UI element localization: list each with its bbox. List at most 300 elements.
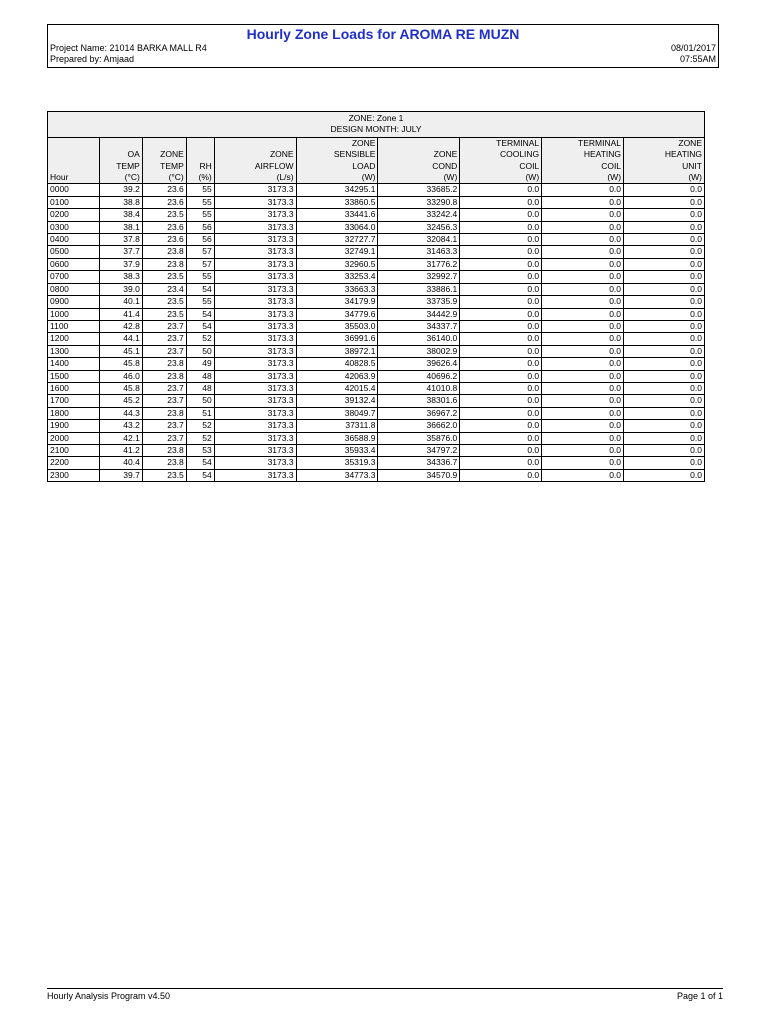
table-cell: 0700: [48, 271, 100, 283]
table-cell: 23.5: [142, 296, 186, 308]
table-cell: 32992.7: [378, 271, 460, 283]
table-cell: 35933.4: [296, 444, 378, 456]
table-cell: 33253.4: [296, 271, 378, 283]
table-cell: 0.0: [542, 358, 624, 370]
table-row: [48, 358, 705, 370]
table-cell: 37311.8: [296, 420, 378, 432]
table-cell: 0800: [48, 283, 100, 295]
zone-name: ZONE: Zone 1: [348, 113, 404, 123]
table-cell: 1500: [48, 370, 100, 382]
hourly-loads-table: [47, 111, 705, 482]
table-cell: 0.0: [460, 209, 542, 221]
column-header-line: RH: [199, 160, 212, 171]
table-cell: 3173.3: [214, 209, 296, 221]
table-cell: 31463.3: [378, 246, 460, 258]
table-cell: 0.0: [624, 457, 705, 469]
column-header-line: (W): [688, 172, 702, 183]
column-header: [542, 137, 624, 184]
table-cell: 23.6: [142, 234, 186, 246]
table-cell: 1600: [48, 382, 100, 394]
table-cell: 0.0: [624, 258, 705, 270]
table-cell: 0.0: [624, 271, 705, 283]
table-cell: 33663.3: [296, 283, 378, 295]
table-cell: 34442.9: [378, 308, 460, 320]
table-cell: 23.8: [142, 246, 186, 258]
table-cell: 23.7: [142, 333, 186, 345]
table-cell: 55: [186, 271, 214, 283]
table-cell: 0.0: [624, 420, 705, 432]
table-cell: 0.0: [460, 345, 542, 357]
table-cell: 3173.3: [214, 221, 296, 233]
table-cell: 36140.0: [378, 333, 460, 345]
prepared-by: Prepared by: Amjaad: [50, 54, 135, 64]
column-header-line: Hour: [50, 172, 69, 183]
table-cell: 23.6: [142, 196, 186, 208]
table-cell: 39.0: [99, 283, 142, 295]
table-cell: 1900: [48, 420, 100, 432]
report-meta-right: [671, 43, 716, 65]
table-cell: 33290.8: [378, 196, 460, 208]
table-cell: 0.0: [460, 457, 542, 469]
column-header: [214, 137, 296, 184]
column-header-line: TERMINAL: [496, 137, 540, 148]
table-cell: 34797.2: [378, 444, 460, 456]
table-cell: 0.0: [542, 382, 624, 394]
table-cell: 0.0: [542, 407, 624, 419]
table-cell: 35876.0: [378, 432, 460, 444]
table-cell: 23.7: [142, 382, 186, 394]
table-cell: 0.0: [542, 184, 624, 196]
table-cell: 0.0: [624, 358, 705, 370]
table-row: [48, 258, 705, 270]
column-header-line: [217, 138, 294, 149]
table-row: [48, 283, 705, 295]
table-cell: 0900: [48, 296, 100, 308]
table-cell: 37.9: [99, 258, 142, 270]
table-cell: 0.0: [542, 345, 624, 357]
table-cell: 42063.9: [296, 370, 378, 382]
table-cell: 37.7: [99, 246, 142, 258]
column-header-line: COND: [432, 160, 458, 171]
table-cell: 3173.3: [214, 469, 296, 481]
table-cell: 3173.3: [214, 444, 296, 456]
column-header-line: (W): [361, 172, 376, 183]
table-row: [48, 457, 705, 469]
report-time: 07:55AM: [679, 54, 716, 64]
table-cell: 34179.9: [296, 296, 378, 308]
table-cell: 39.2: [99, 184, 142, 196]
design-month: DESIGN MONTH: JULY: [330, 124, 422, 135]
table-cell: 37.8: [99, 234, 142, 246]
table-cell: 39132.4: [296, 395, 378, 407]
table-row: [48, 345, 705, 357]
table-row: [48, 196, 705, 208]
table-cell: 38972.1: [296, 345, 378, 357]
column-header-line: TEMP: [160, 160, 184, 171]
table-cell: 36662.0: [378, 420, 460, 432]
column-header-line: ZONE: [351, 137, 376, 148]
column-header-row: [48, 137, 705, 184]
table-cell: 23.8: [142, 407, 186, 419]
table-cell: 42.1: [99, 432, 142, 444]
table-cell: 33860.5: [296, 196, 378, 208]
table-cell: 33441.6: [296, 209, 378, 221]
table-cell: 23.7: [142, 345, 186, 357]
table-cell: 48: [186, 382, 214, 394]
table-cell: 0.0: [460, 432, 542, 444]
column-header-line: COIL: [519, 160, 540, 171]
table-row: [48, 209, 705, 221]
table-cell: 41.2: [99, 444, 142, 456]
table-cell: 0400: [48, 234, 100, 246]
table-cell: 3173.3: [214, 457, 296, 469]
table-row: [48, 320, 705, 332]
table-cell: 45.8: [99, 382, 142, 394]
column-header-line: OA: [127, 149, 140, 160]
column-header-line: (L/s): [276, 172, 294, 183]
table-cell: 44.3: [99, 407, 142, 419]
table-cell: 2300: [48, 469, 100, 481]
table-cell: 2100: [48, 444, 100, 456]
column-header-line: (W): [443, 172, 458, 183]
table-cell: 34570.9: [378, 469, 460, 481]
table-cell: 0.0: [624, 246, 705, 258]
table-row: [48, 407, 705, 419]
table-cell: 35503.0: [296, 320, 378, 332]
table-cell: 52: [186, 432, 214, 444]
table-cell: 0.0: [624, 345, 705, 357]
table-cell: 0.0: [460, 246, 542, 258]
column-header-line: (W): [525, 172, 540, 183]
table-cell: 44.1: [99, 333, 142, 345]
table-row: [48, 469, 705, 481]
table-row: [48, 221, 705, 233]
table-cell: 45.8: [99, 358, 142, 370]
table-cell: 33242.4: [378, 209, 460, 221]
column-header: [48, 137, 100, 184]
table-cell: 0.0: [460, 370, 542, 382]
column-header-line: [189, 138, 212, 149]
table-cell: 0.0: [624, 382, 705, 394]
column-header-line: LOAD: [352, 160, 376, 171]
table-cell: 0.0: [624, 469, 705, 481]
table-cell: 50: [186, 395, 214, 407]
table-cell: 23.7: [142, 432, 186, 444]
table-cell: 45.2: [99, 395, 142, 407]
table-cell: 0.0: [542, 234, 624, 246]
table-row: [48, 184, 705, 196]
table-cell: 23.8: [142, 457, 186, 469]
table-cell: 1200: [48, 333, 100, 345]
table-cell: 0.0: [542, 432, 624, 444]
table-cell: 0.0: [624, 184, 705, 196]
table-cell: 32749.1: [296, 246, 378, 258]
table-cell: 23.6: [142, 221, 186, 233]
table-cell: 38301.6: [378, 395, 460, 407]
table-cell: 36967.2: [378, 407, 460, 419]
table-cell: 1800: [48, 407, 100, 419]
table-cell: 3173.3: [214, 320, 296, 332]
table-cell: 0.0: [460, 444, 542, 456]
column-header-line: HEATING: [664, 149, 702, 160]
table-cell: 54: [186, 320, 214, 332]
table-cell: 55: [186, 196, 214, 208]
column-header-line: [145, 138, 184, 149]
report-header: [47, 24, 719, 68]
table-cell: 0.0: [460, 283, 542, 295]
table-cell: 0.0: [542, 457, 624, 469]
table-cell: 1400: [48, 358, 100, 370]
column-header-line: ZONE: [269, 149, 294, 160]
table-cell: 43.2: [99, 420, 142, 432]
table-cell: 0.0: [460, 420, 542, 432]
table-cell: 2200: [48, 457, 100, 469]
table-cell: 23.4: [142, 283, 186, 295]
table-cell: 0600: [48, 258, 100, 270]
table-cell: 54: [186, 283, 214, 295]
table-cell: 3173.3: [214, 395, 296, 407]
table-cell: 42.8: [99, 320, 142, 332]
table-cell: 0.0: [542, 395, 624, 407]
table-cell: 3173.3: [214, 308, 296, 320]
table-cell: 36588.9: [296, 432, 378, 444]
table-cell: 0.0: [624, 444, 705, 456]
table-cell: 0.0: [542, 221, 624, 233]
table-cell: 34295.1: [296, 184, 378, 196]
table-row: [48, 395, 705, 407]
table-cell: 3173.3: [214, 246, 296, 258]
table-cell: 23.5: [142, 209, 186, 221]
table-cell: 0.0: [542, 320, 624, 332]
table-cell: 0.0: [624, 432, 705, 444]
table-cell: 0.0: [624, 296, 705, 308]
table-row: [48, 246, 705, 258]
table-cell: 0.0: [624, 370, 705, 382]
table-cell: 23.6: [142, 184, 186, 196]
table-cell: 3173.3: [214, 271, 296, 283]
table-cell: 3173.3: [214, 196, 296, 208]
table-cell: 3173.3: [214, 382, 296, 394]
column-header-line: COOLING: [499, 149, 540, 160]
table-cell: 1000: [48, 308, 100, 320]
table-cell: 34336.7: [378, 457, 460, 469]
table-cell: 56: [186, 234, 214, 246]
table-cell: 23.7: [142, 320, 186, 332]
table-cell: 33064.0: [296, 221, 378, 233]
column-header: [378, 137, 460, 184]
table-cell: 41.4: [99, 308, 142, 320]
table-cell: 0.0: [460, 395, 542, 407]
column-header-line: (°C): [124, 172, 140, 183]
table-cell: 0.0: [624, 407, 705, 419]
table-cell: 0.0: [460, 234, 542, 246]
table-cell: 40828.5: [296, 358, 378, 370]
table-cell: 23.8: [142, 444, 186, 456]
table-cell: 0.0: [460, 196, 542, 208]
table-cell: 3173.3: [214, 345, 296, 357]
table-cell: 32084.1: [378, 234, 460, 246]
table-cell: 0.0: [542, 444, 624, 456]
column-header-line: (°C): [168, 172, 184, 183]
table-cell: 0.0: [542, 271, 624, 283]
table-cell: 0.0: [624, 308, 705, 320]
table-cell: 3173.3: [214, 420, 296, 432]
table-cell: 56: [186, 221, 214, 233]
table-cell: 38002.9: [378, 345, 460, 357]
table-cell: 1300: [48, 345, 100, 357]
column-header-line: [50, 138, 97, 149]
column-header-line: ZONE: [160, 149, 184, 160]
table-cell: 23.5: [142, 469, 186, 481]
table-row: [48, 444, 705, 456]
column-header-line: (%): [198, 172, 212, 183]
table-row: [48, 296, 705, 308]
column-header-line: [189, 149, 212, 160]
table-cell: 1100: [48, 320, 100, 332]
table-cell: 38.4: [99, 209, 142, 221]
table-cell: 3173.3: [214, 358, 296, 370]
column-header-line: [380, 138, 457, 149]
table-cell: 40.1: [99, 296, 142, 308]
table-row: [48, 420, 705, 432]
table-cell: 0.0: [624, 196, 705, 208]
table-cell: 45.1: [99, 345, 142, 357]
table-row: [48, 234, 705, 246]
zone-title-row: [48, 112, 705, 138]
table-cell: 0.0: [460, 221, 542, 233]
report-meta-left: [50, 43, 207, 65]
table-cell: 55: [186, 184, 214, 196]
table-cell: 0.0: [624, 320, 705, 332]
table-cell: 0.0: [460, 271, 542, 283]
table-cell: 52: [186, 420, 214, 432]
program-name: Hourly Analysis Program v4.50: [47, 991, 171, 1001]
column-header-line: ZONE: [678, 137, 702, 148]
table-cell: 41010.8: [378, 382, 460, 394]
column-header: [624, 137, 705, 184]
table-cell: 3173.3: [214, 184, 296, 196]
table-cell: 39626.4: [378, 358, 460, 370]
table-cell: 38.3: [99, 271, 142, 283]
table-cell: 0.0: [542, 370, 624, 382]
table-row: [48, 271, 705, 283]
column-header-line: HEATING: [583, 149, 622, 160]
table-cell: 53: [186, 444, 214, 456]
table-cell: 34773.3: [296, 469, 378, 481]
table-cell: 3173.3: [214, 283, 296, 295]
table-cell: 3173.3: [214, 258, 296, 270]
table-row: [48, 432, 705, 444]
column-header-line: [50, 161, 97, 172]
table-cell: 0.0: [460, 407, 542, 419]
table-cell: 33886.1: [378, 283, 460, 295]
column-header: [460, 137, 542, 184]
table-cell: 33735.9: [378, 296, 460, 308]
table-cell: 0.0: [542, 209, 624, 221]
table-cell: 23.7: [142, 420, 186, 432]
table-cell: 1700: [48, 395, 100, 407]
column-header-line: ZONE: [433, 149, 458, 160]
table-cell: 0.0: [542, 296, 624, 308]
table-cell: 35319.3: [296, 457, 378, 469]
table-cell: 0.0: [624, 333, 705, 345]
table-cell: 0.0: [624, 234, 705, 246]
table-row: [48, 308, 705, 320]
table-cell: 3173.3: [214, 432, 296, 444]
table-cell: 3173.3: [214, 234, 296, 246]
column-header-line: UNIT: [682, 160, 702, 171]
table-cell: 0.0: [460, 184, 542, 196]
table-cell: 52: [186, 333, 214, 345]
table-cell: 0.0: [542, 469, 624, 481]
table-cell: 3173.3: [214, 370, 296, 382]
table-cell: 0.0: [624, 209, 705, 221]
table-cell: 23.5: [142, 308, 186, 320]
table-cell: 0100: [48, 196, 100, 208]
table-cell: 50: [186, 345, 214, 357]
page-number: Page 1 of 1: [676, 991, 723, 1001]
table-cell: 0.0: [542, 420, 624, 432]
table-cell: 51: [186, 407, 214, 419]
table-cell: 2000: [48, 432, 100, 444]
table-cell: 57: [186, 246, 214, 258]
table-cell: 34779.6: [296, 308, 378, 320]
column-header-line: TEMP: [116, 160, 140, 171]
table-cell: 0.0: [542, 258, 624, 270]
table-row: [48, 333, 705, 345]
table-cell: 40696.2: [378, 370, 460, 382]
table-cell: 48: [186, 370, 214, 382]
table-cell: 0.0: [624, 395, 705, 407]
column-header: [186, 137, 214, 184]
column-header-line: [50, 149, 97, 160]
table-cell: 32960.5: [296, 258, 378, 270]
column-header: [296, 137, 378, 184]
table-cell: 31776.2: [378, 258, 460, 270]
table-cell: 23.8: [142, 370, 186, 382]
table-cell: 23.8: [142, 258, 186, 270]
table-cell: 3173.3: [214, 407, 296, 419]
table-cell: 0.0: [460, 258, 542, 270]
table-cell: 55: [186, 296, 214, 308]
project-name: Project Name: 21014 BARKA MALL R4: [50, 43, 207, 53]
table-cell: 0.0: [542, 308, 624, 320]
table-cell: 32456.3: [378, 221, 460, 233]
table-cell: 0.0: [460, 382, 542, 394]
table-cell: 54: [186, 469, 214, 481]
table-cell: 54: [186, 308, 214, 320]
table-cell: 0.0: [542, 196, 624, 208]
table-cell: 0000: [48, 184, 100, 196]
table-cell: 0.0: [542, 246, 624, 258]
table-cell: 46.0: [99, 370, 142, 382]
report-title: Hourly Zone Loads for AROMA RE MUZN: [246, 26, 520, 42]
table-cell: 3173.3: [214, 333, 296, 345]
report-date: 08/01/2017: [670, 43, 716, 53]
table-cell: 54: [186, 457, 214, 469]
table-cell: 0.0: [624, 283, 705, 295]
table-cell: 0.0: [460, 469, 542, 481]
table-cell: 38.1: [99, 221, 142, 233]
table-cell: 40.4: [99, 457, 142, 469]
column-header-line: SENSIBLE: [333, 149, 376, 160]
column-header-line: (W): [607, 172, 622, 183]
table-row: [48, 370, 705, 382]
table-row: [48, 382, 705, 394]
column-header: [142, 137, 186, 184]
table-cell: 0.0: [542, 283, 624, 295]
table-cell: 0.0: [624, 221, 705, 233]
